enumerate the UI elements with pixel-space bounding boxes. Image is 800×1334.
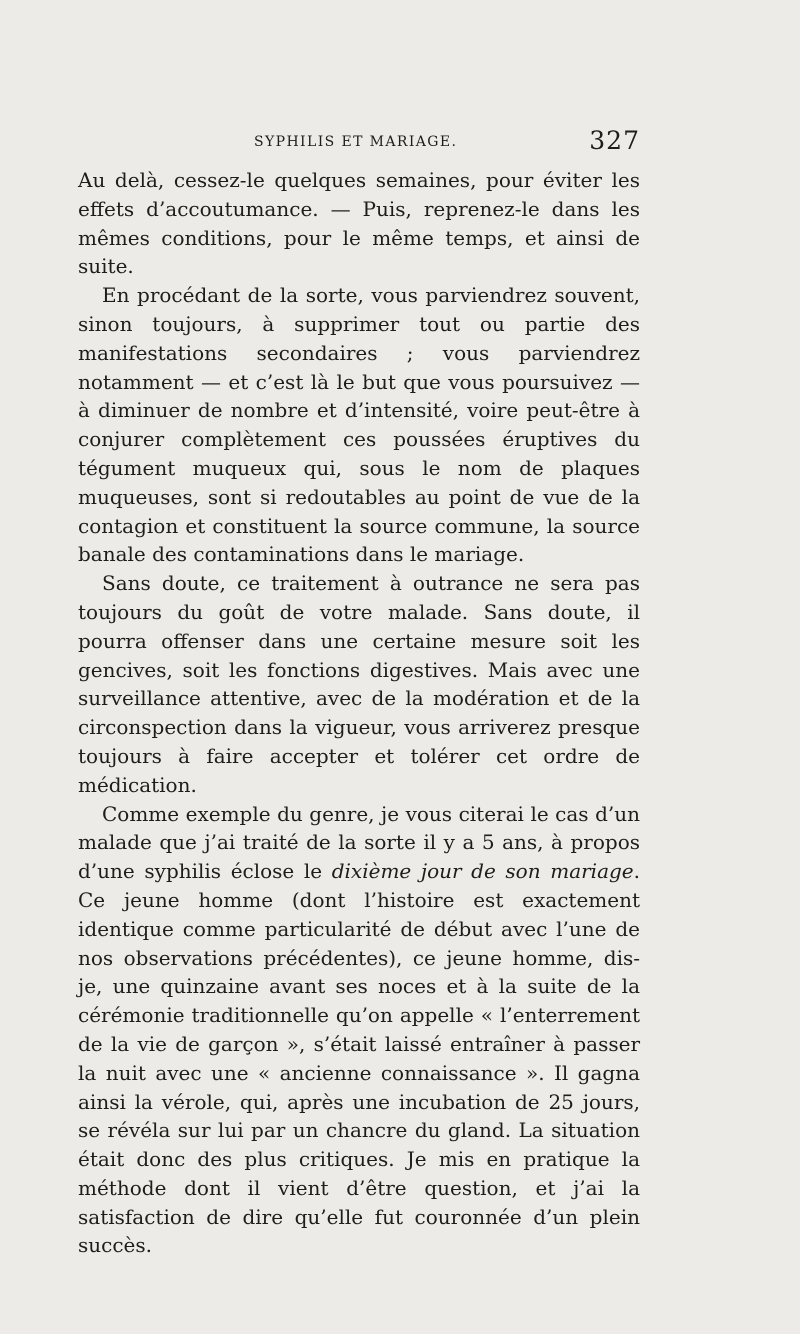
page-header	[78, 128, 640, 168]
paragraph-2: En procédant de la sorte, vous parviendrez souvent, sinon toujours, à supprimer tout ou partie des manifestations secondaires ; vous parviendrez notamment — et c’est là le but que vous poursuivez — à diminuer de nombre et d’intensité, voire peut-être à conjurer complètement ces poussées éruptives du tégument muqueux qui, sous le nom de plaques muqueuses, sont si redoutables au point de vue de la contagion et constituent la source commune, la source banale des contaminations dans le mariage.	[78, 283, 640, 567]
paragraph-4-rest: . Ce jeune homme (dont l’histoire est exactement identique comme particularité de début avec l’une de nos observations précédentes), ce jeune homme, dis-je, une quinzaine avant ses noces et à la suite de la cérémonie traditionnelle qu’on appelle « l’enterrement de la vie de garçon », s’était laissé entraîner à passer la nuit avec une « ancienne connaissance ». Il gagna ainsi la vérole, qui, après une incubation de 25 jours, se révéla sur lui par un chancre du gland. La situation était donc des plus critiques. Je mis en pratique la méthode dont il vient d’être question, et j’ai la satisfaction de dire qu’elle fut couronnée d’un plein succès.	[78, 859, 640, 1258]
paragraph-4-lead: Comme exemple du genre, je vous citerai le cas d’un malade que j’ai traité de la sorte il y a 5 ans, à propos d’une syphilis éclose le	[78, 801, 640, 884]
running-title: SYPHILIS ET MARIAGE.	[254, 134, 458, 150]
paragraph-3: Sans doute, ce traitement à outrance ne sera pas toujours du goût de votre malade. Sans doute, il pourra offenser dans une certaine mesure soit les gencives, soit les fonctions digestives. Mais avec une surveillance attentive, avec de la modération et de la circonspection dans la vigueur, vous arriverez presque toujours à faire accepter et tolérer cet ordre de médication.	[78, 571, 640, 797]
page-number: 327	[589, 126, 640, 155]
italic-phrase: dixième jour de son mariage	[331, 859, 634, 884]
paragraph-1: Au delà, cessez-le quelques semaines, pour éviter les effets d’accoutumance. — Puis, reprenez-le dans les mêmes conditions, pour le même temps, et ainsi de suite.	[78, 168, 640, 279]
body-text	[78, 166, 640, 1260]
paragraph-4	[78, 800, 640, 1261]
